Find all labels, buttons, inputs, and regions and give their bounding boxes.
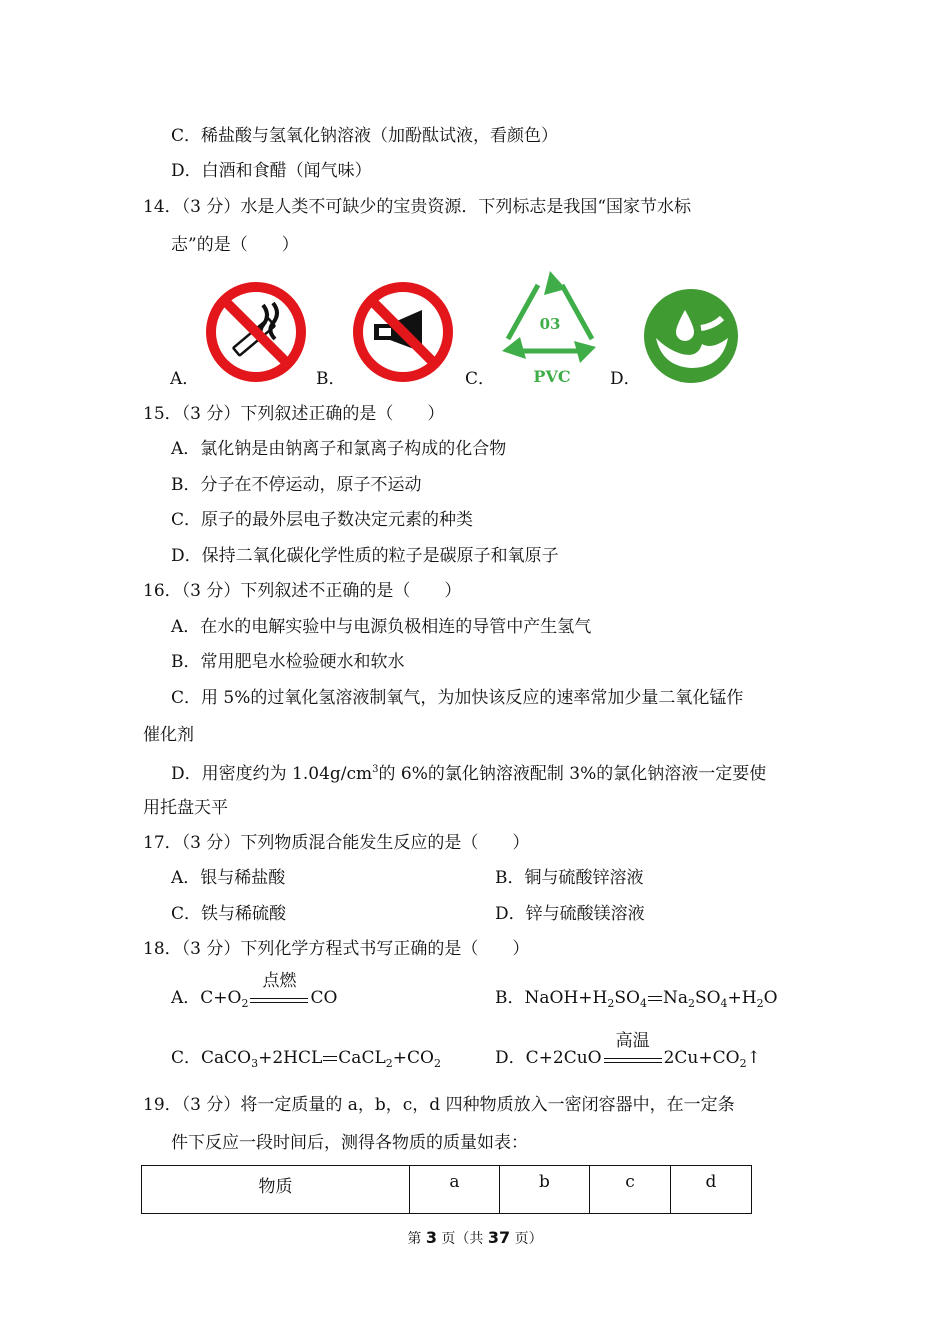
table-header-cell: b bbox=[500, 1166, 590, 1214]
pvc-label: PVC bbox=[533, 367, 571, 386]
q18-option-b: B．$NaOH+H_2SO_4$ $Na_2SO_4+H_2O$ bbox=[495, 988, 778, 1010]
q14-label-d: D． bbox=[610, 369, 641, 389]
q18-option-c: C．CaCO$_3$+2HCL $CaCL_2+CO_2$ bbox=[171, 1048, 441, 1070]
q17-option-c: C．铁与稀硫酸 bbox=[171, 904, 287, 924]
q19-stem-line2: 件下反应一段时间后，测得各物质的质量如表： bbox=[171, 1133, 528, 1153]
table-header-cell: 物质 bbox=[142, 1166, 410, 1214]
q17-option-b: B．铜与硫酸锌溶液 bbox=[495, 868, 644, 888]
q16-stem: 16．（3 分）下列叙述不正确的是（ ） bbox=[143, 581, 462, 601]
q15-option-b: B．分子在不停运动，原子不运动 bbox=[171, 475, 422, 495]
q19-stem-line1: 19．（3 分）将一定质量的 a，b，c，d 四种物质放入一密闭容器中，在一定条 bbox=[143, 1095, 735, 1115]
q17-option-a: A．银与稀盐酸 bbox=[171, 868, 286, 888]
q13-option-d: D．白酒和食醋（闻气味） bbox=[171, 161, 372, 181]
q15-stem: 15．（3 分）下列叙述正确的是（ ） bbox=[143, 404, 445, 424]
q15-option-d: D．保持二氧化碳化学性质的粒子是碳原子和氧原子 bbox=[171, 546, 559, 566]
page-number: 3 bbox=[425, 1228, 437, 1247]
q16-option-c-line2: 催化剂 bbox=[143, 725, 194, 745]
page-footer: 第 3 页（共 37 页） bbox=[407, 1228, 543, 1247]
reaction-condition: 高温 bbox=[602, 1046, 664, 1070]
q15-option-c: C．原子的最外层电子数决定元素的种类 bbox=[171, 510, 474, 530]
q14-stem-line1: 14．（3 分）水是人类不可缺少的宝贵资源．下列标志是我国“国家节水标 bbox=[143, 197, 692, 217]
q16-option-d-line2: 用托盘天平 bbox=[143, 798, 228, 818]
table-header-cell: c bbox=[590, 1166, 671, 1214]
q19-table bbox=[141, 1165, 752, 1214]
q18-stem: 18．（3 分）下列化学方程式书写正确的是（ ） bbox=[143, 939, 530, 959]
q14-label-a: A． bbox=[170, 369, 200, 389]
table-header-cell: a bbox=[410, 1166, 500, 1214]
no-smoking-icon bbox=[203, 280, 309, 384]
total-pages: 37 bbox=[487, 1228, 511, 1247]
q14-label-c: C． bbox=[465, 369, 496, 389]
q16-option-a: A．在水的电解实验中与电源负极相连的导管中产生氢气 bbox=[171, 617, 592, 637]
pvc-recycle-icon bbox=[496, 267, 604, 389]
q16-option-b: B．常用肥皂水检验硬水和软水 bbox=[171, 652, 405, 672]
no-horn-icon bbox=[350, 280, 456, 384]
table-header-cell: d bbox=[671, 1166, 752, 1214]
table-row bbox=[142, 1166, 752, 1214]
pvc-number: 03 bbox=[539, 315, 561, 333]
q15-option-a: A．氯化钠是由钠离子和氯离子构成的化合物 bbox=[171, 439, 507, 459]
reaction-condition: 点燃 bbox=[248, 986, 310, 1010]
water-saving-icon bbox=[642, 288, 740, 384]
q17-stem: 17．（3 分）下列物质混合能发生反应的是（ ） bbox=[143, 833, 530, 853]
q16-option-c-line1: C．用 5%的过氧化氢溶液制氧气，为加快该反应的速率常加少量二氧化锰作 bbox=[171, 688, 744, 708]
q16-option-d-line1: D．用密度约为 $1.04g/cm^3$的 6%的氯化钠溶液配制 3%的氯化钠溶液一定要使 bbox=[171, 764, 767, 784]
q18-option-a: A．$C+O_2$ 点燃 CO bbox=[171, 971, 338, 1010]
q13-option-c: C．稀盐酸与氢氧化钠溶液（加酚酞试液，看颜色） bbox=[171, 126, 559, 146]
q14-label-b: B． bbox=[316, 369, 346, 389]
q14-stem-line2: 志”的是（ ） bbox=[171, 235, 299, 255]
q17-option-d: D．锌与硫酸镁溶液 bbox=[495, 904, 645, 924]
q18-option-d: D．C+2CuO 高温 $2Cu+CO_2↑$ bbox=[495, 1031, 761, 1070]
